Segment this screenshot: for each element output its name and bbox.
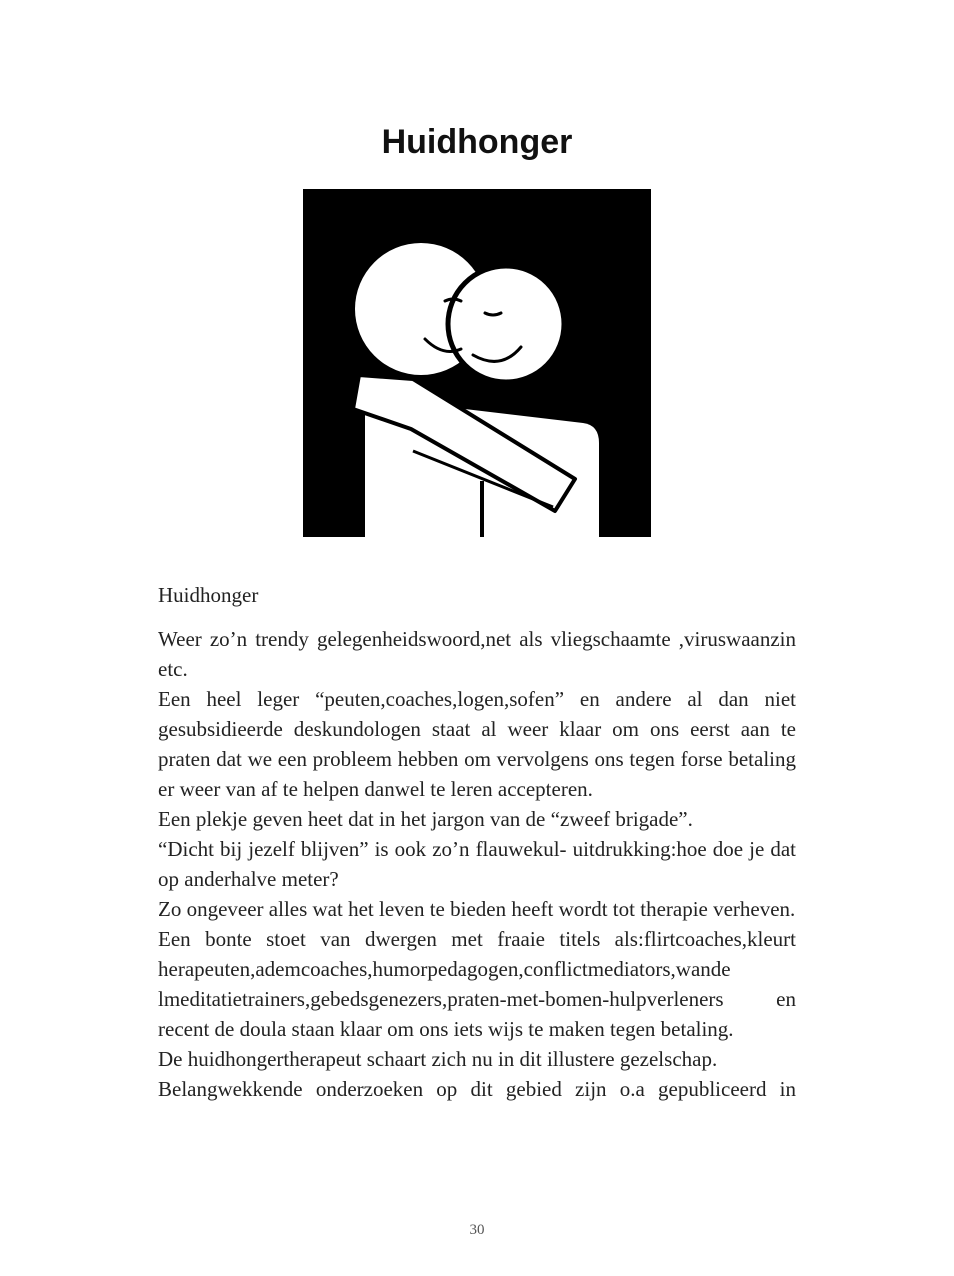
paragraph-3: Een plekje geven heet dat in het jargon van de “zweef brigade”. bbox=[158, 807, 693, 831]
paragraph-8: Belangwekkende onderzoeken op dit gebied zijn o.a gepubliceerd in bbox=[158, 1077, 796, 1101]
paragraph-6: Een bonte stoet van dwergen met fraaie titels als:flirtcoaches,kleurt herapeuten,ademcoaches,humorpedagogen,conflictmediators,wande lmeditatietrainers,gebedsgenezers,praten-met-bomen-hulpverleners en recent de doula staan klaar om ons iets wijs te maken tegen betaling. bbox=[158, 927, 796, 1041]
paragraph-7: De huidhongertherapeut schaart zich nu in dit illustere gezelschap. bbox=[158, 1047, 718, 1071]
figure-head-right bbox=[448, 266, 564, 382]
paragraph-2: Een heel leger “peuten,coaches,logen,sofen” en andere al dan niet gesubsidieerde deskundologen staat al weer klaar om ons eerst aan te praten dat we een probleem hebben om vervolgens ons tegen forse betaling er weer van af te helpen danwel te leren accepteren. bbox=[158, 687, 796, 801]
paragraph-5: Zo ongeveer alles wat het leven te bieden heeft wordt tot therapie verheven. bbox=[158, 897, 796, 921]
page-title: Huidhonger bbox=[381, 123, 573, 161]
page-number: 30 bbox=[469, 1222, 485, 1238]
paragraph-4: “Dicht bij jezelf blijven” is ook zo’n flauwekul- uitdrukking:hoe doe je dat op anderhalve meter? bbox=[158, 837, 796, 891]
article-body bbox=[158, 580, 796, 1104]
hugging-figures-icon bbox=[303, 189, 651, 537]
paragraph-1: Weer zo’n trendy gelegenheidswoord,net als vliegschaamte ,viruswaanzin etc. bbox=[158, 627, 796, 681]
section-heading: Huidhonger bbox=[158, 583, 259, 607]
